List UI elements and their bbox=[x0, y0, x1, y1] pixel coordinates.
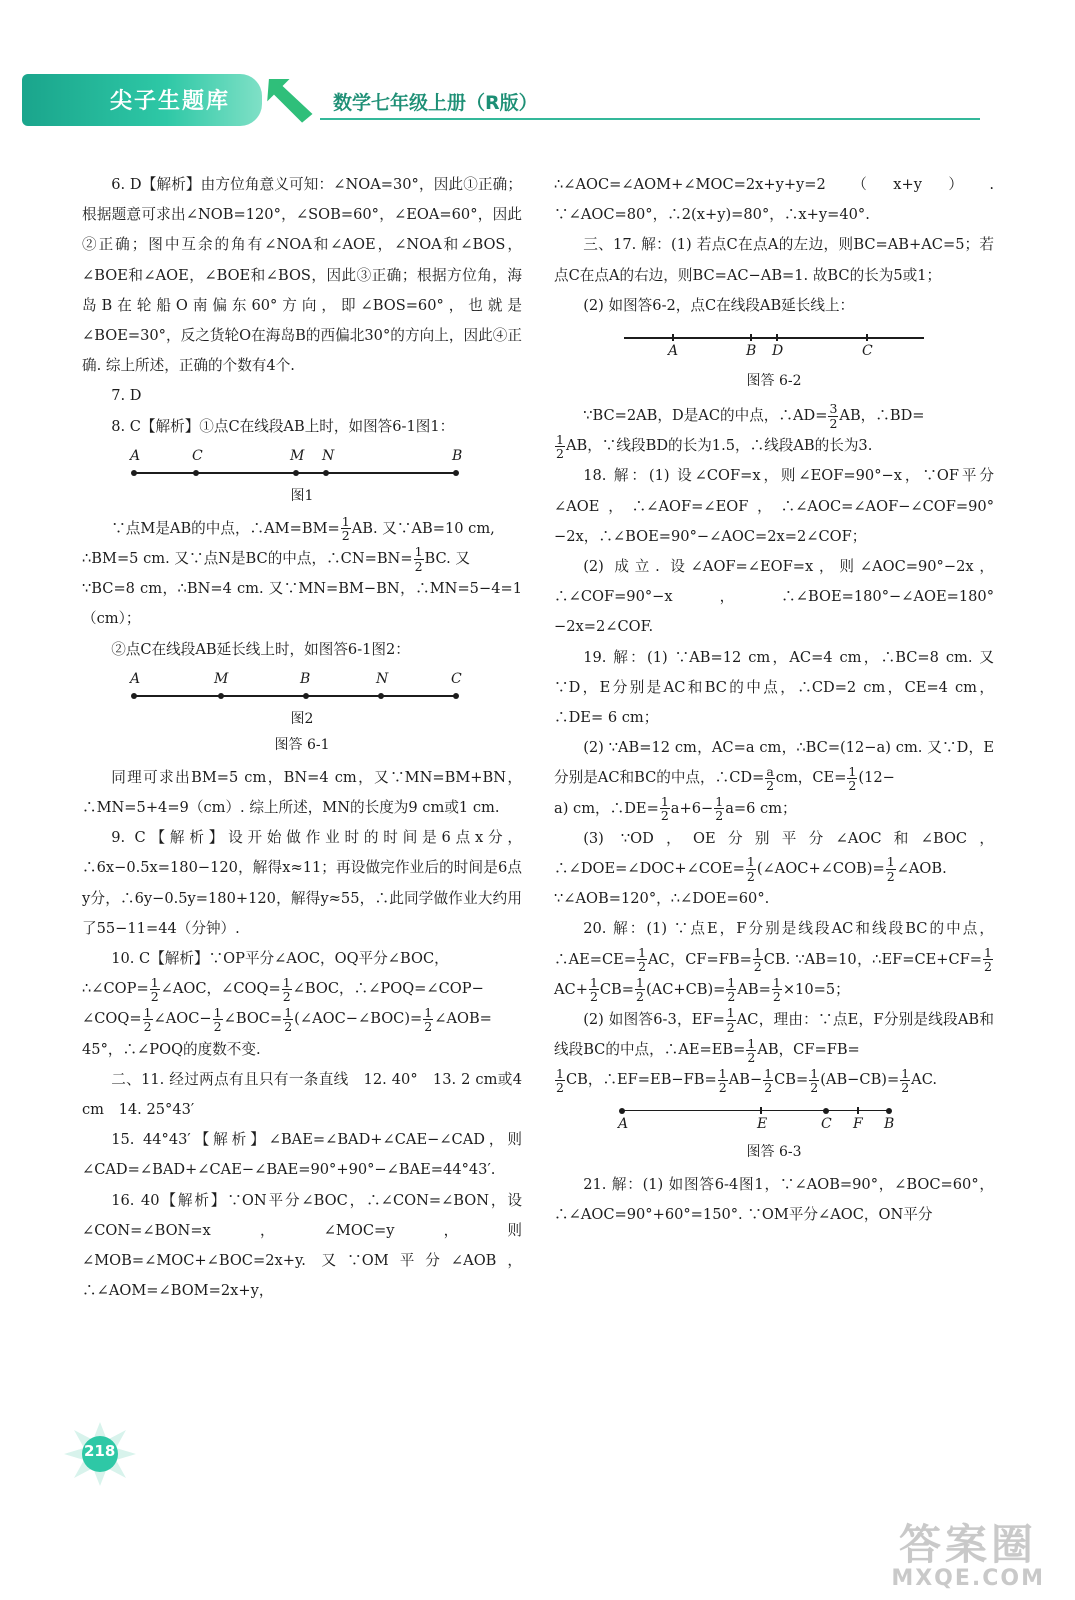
fraction: $\frac{1}{2}$ bbox=[984, 945, 992, 975]
answer-18-2: (2) 成立. 设∠AOF=∠EOF=x，则∠AOC=90°−2x，∴∠COF=90°−x，∴∠BOE=180°−∠AOE=180°−2x=2∠COF. bbox=[554, 558, 994, 636]
fraction: $\frac{1}{2}$ bbox=[660, 794, 669, 824]
text: ∠AOB= bbox=[434, 1010, 492, 1028]
fraction: $\frac{1}{2}$ bbox=[150, 974, 159, 1004]
text: (2) 如图答6-3，EF= bbox=[583, 1011, 725, 1029]
text: BC. 又 bbox=[424, 550, 471, 568]
left-column bbox=[82, 170, 522, 1307]
label-b: B bbox=[300, 670, 311, 687]
text: ∠COQ= bbox=[82, 1010, 142, 1028]
point-a bbox=[131, 693, 137, 699]
answer-20-2-cont bbox=[554, 1065, 994, 1095]
answer-8-line-2 bbox=[82, 544, 522, 574]
page-number: 218 bbox=[84, 1442, 116, 1460]
figure-6-3 bbox=[554, 1100, 994, 1168]
label-a: A bbox=[668, 343, 679, 360]
fraction: $\frac{1}{2}$ bbox=[727, 975, 736, 1005]
fraction: $\frac{1}{2}$ bbox=[848, 763, 857, 793]
point-c bbox=[823, 1108, 829, 1114]
fraction: $\frac{1}{2}$ bbox=[213, 1004, 222, 1034]
fraction: $\frac{1}{2}$ bbox=[726, 1005, 735, 1035]
label-a: A bbox=[130, 670, 141, 687]
point-b bbox=[303, 693, 309, 699]
point-n bbox=[323, 470, 329, 476]
text: ∠BOC，∴∠POQ=∠COP− bbox=[292, 980, 484, 998]
point-a bbox=[131, 470, 137, 476]
label-a: A bbox=[618, 1115, 629, 1132]
text: AB，∴BD= bbox=[839, 407, 925, 425]
fraction: $\frac{1}{2}$ bbox=[341, 514, 350, 544]
label-n: N bbox=[322, 447, 335, 464]
label-f: F bbox=[853, 1115, 863, 1132]
point-b bbox=[453, 470, 459, 476]
text: (2) ∵AB=12 cm，AC=a cm，∴BC=(12−a) cm. 又∵D，E分别是AC和BC的中点，∴CD= bbox=[554, 739, 994, 787]
label-c: C bbox=[451, 670, 462, 687]
text: CB. ∵AB=10，∴EF=CE+CF= bbox=[763, 950, 983, 968]
fraction: $\frac{1}{2}$ bbox=[556, 431, 564, 461]
right-column bbox=[554, 170, 994, 1230]
label-e: E bbox=[757, 1115, 768, 1132]
fraction: $\frac{1}{2}$ bbox=[753, 945, 762, 975]
fraction: $\frac{1}{2}$ bbox=[886, 854, 895, 884]
figure-caption: 图2 bbox=[290, 710, 314, 727]
point-f bbox=[857, 1107, 859, 1114]
point-c bbox=[193, 470, 199, 476]
text: (AC+CB)= bbox=[645, 980, 726, 998]
book-title: 数学七年级上册（R版） bbox=[333, 92, 538, 114]
fraction: $\frac{1}{2}$ bbox=[810, 1065, 819, 1095]
fraction: $\frac{1}{2}$ bbox=[424, 1004, 433, 1034]
answer-8-case-2: ②点C在线段AB延长线上时，如图答6-1图2： bbox=[111, 640, 410, 658]
answer-20-1 bbox=[554, 914, 994, 1005]
answer-19-2 bbox=[554, 733, 994, 793]
text: ∠BOC= bbox=[223, 1010, 283, 1028]
point-c bbox=[866, 334, 868, 341]
text: AC，理由：∵点E，F分别是线段AB和线段BC的中点，∴AE=EB= bbox=[554, 1011, 994, 1059]
segment bbox=[622, 1110, 890, 1112]
fraction: $\frac{1}{2}$ bbox=[718, 1065, 727, 1095]
answer-8-line-1 bbox=[82, 514, 522, 544]
point-d bbox=[776, 334, 778, 341]
text: (3) ∵OD，OE分别平分∠AOC和∠BOC，∴∠DOE=∠DOC+∠COE= bbox=[554, 829, 994, 878]
fraction: $\frac{1}{2}$ bbox=[772, 975, 781, 1005]
answer-11-14: 二、11. 经过两点有且只有一条直线 12. 40° 13. 2 cm或4 cm 14. 25°43′ bbox=[82, 1070, 522, 1119]
text: ∠AOC− bbox=[153, 1010, 212, 1028]
answer-8-conclusion: 同理可求出BM=5 cm，BN=4 cm，又∵MN=BM+BN，∴MN=5+4=9（cm）. 综上所述，MN的长度为9 cm或1 cm. bbox=[82, 768, 522, 817]
text: cm，CE= bbox=[775, 769, 847, 787]
answer-17-2-line-1 bbox=[554, 401, 994, 431]
answer-19-1: 19. 解：(1) ∵AB=12 cm，AC=4 cm，∴BC=8 cm. 又∵D，E分别是AC和BC的中点，∴CD=2 cm，CE=4 cm，∴DE= 6 cm； bbox=[554, 648, 994, 727]
fraction: $\frac{a}{2}$ bbox=[766, 763, 775, 793]
label-c: C bbox=[862, 343, 873, 360]
text: ∠AOC，∠COQ= bbox=[160, 980, 281, 998]
answer-9: 9. C【解析】设开始做作业时的时间是6点x分，∴6x−0.5x=180−120，解得x≈11；再设做完作业后的时间是6点y分，∴6y−0.5y=180+120，解得y≈55，∴此同学做作业大约用了55−11=44（分钟）. bbox=[82, 829, 522, 937]
fraction: $\frac{1}{2}$ bbox=[589, 975, 598, 1005]
text: a) cm，∴DE= bbox=[554, 799, 659, 817]
point-a bbox=[619, 1108, 625, 1114]
text: a=6 cm； bbox=[725, 799, 797, 817]
figure-caption: 图1 bbox=[290, 487, 314, 504]
label-c: C bbox=[821, 1115, 832, 1132]
text: AB，CF=FB= bbox=[757, 1041, 860, 1059]
fraction: $\frac{1}{2}$ bbox=[636, 975, 644, 1005]
answer-6: 6. D【解析】由方位角意义可知：∠NOA=30°，因此①正确；根据题意可求出∠NOB=120°，∠SOB=60°，∠EOA=60°，因此②正确；图中互余的角有∠NOA和∠AOE，∠NOA和∠BOS，∠BOE和∠AOE，∠BOE和∠BOS，因此③正确；根据方位角，海岛B在轮船O南偏东60°方向，即∠BOS=60°，也就是∠BOE=30°，反之货轮O在海岛B的西偏北30°的方向上，因此④正确. 综上所述，正确的个数有4个. bbox=[82, 176, 522, 375]
label-a: A bbox=[130, 447, 141, 464]
label-b: B bbox=[452, 447, 463, 464]
answer-16: 16. 40【解析】∵ON平分∠BOC，∴∠CON=∠BON，设∠CON=∠BON=x，∠MOC=y，则∠MOB=∠MOC+∠BOC=2x+y. 又∵OM平分∠AOB，∴∠AOM=∠BOM=2x+y， bbox=[82, 1191, 522, 1300]
text: ∴∠COP= bbox=[82, 980, 149, 998]
point-e bbox=[760, 1107, 762, 1114]
text: (∠AOC+∠COB)= bbox=[756, 860, 885, 878]
fraction: $\frac{1}{2}$ bbox=[764, 1065, 773, 1095]
figure-caption: 图答 6-2 bbox=[746, 373, 802, 390]
text: ∵点M是AB的中点，∴AM=BM= bbox=[111, 519, 340, 537]
answer-17-2: (2) 如图答6-2，点C在线段AB延长线上： bbox=[583, 296, 855, 314]
label-m: M bbox=[214, 670, 229, 687]
fraction: $\frac{1}{2}$ bbox=[282, 974, 291, 1004]
figure-caption: 图答 6-1 bbox=[274, 736, 330, 753]
text: CB，∴EF=EB−FB= bbox=[565, 1071, 717, 1089]
label-m: M bbox=[290, 447, 305, 464]
text: (∠AOC−∠BOC)= bbox=[294, 1010, 423, 1028]
line bbox=[624, 337, 924, 339]
fraction: $\frac{1}{2}$ bbox=[746, 854, 755, 884]
answer-15: 15. 44°43′【解析】∠BAE=∠BAD+∠CAE−∠CAD，则∠CAD=∠BAD+∠CAE−∠BAE=90°+90°−∠BAE=44°43′. bbox=[82, 1131, 522, 1179]
point-a bbox=[672, 334, 674, 341]
answer-10-line-4: 45°，∴∠POQ的度数不变. bbox=[82, 1040, 261, 1058]
figure-6-1-1 bbox=[82, 446, 522, 512]
header-divider bbox=[320, 118, 980, 120]
text: AB− bbox=[728, 1071, 763, 1089]
answer-10-line-2 bbox=[82, 974, 522, 1004]
answer-17-2-line-2 bbox=[554, 431, 994, 461]
answer-8: 8. C【解析】①点C在线段AB上时，如图答6-1图1： bbox=[111, 417, 455, 435]
text: CB= bbox=[774, 1071, 809, 1089]
arrow-icon bbox=[262, 74, 324, 126]
text: AC，CF=FB= bbox=[648, 950, 752, 968]
text: AB. 又∵AB=10 cm, bbox=[351, 519, 495, 537]
figure-caption: 图答 6-3 bbox=[746, 1143, 802, 1160]
point-b bbox=[886, 1108, 892, 1114]
fraction: $\frac{1}{2}$ bbox=[284, 1004, 293, 1034]
text: 20. 解：(1) ∵点E，F分别是线段AC和线段BC的中点，∴AE=CE= bbox=[554, 920, 994, 968]
fraction: $\frac{1}{2}$ bbox=[556, 1065, 564, 1095]
fraction: $\frac{1}{2}$ bbox=[747, 1035, 756, 1065]
answer-20-2 bbox=[554, 1005, 994, 1065]
fraction: $\frac{1}{2}$ bbox=[901, 1065, 910, 1095]
fraction: $\frac{1}{2}$ bbox=[638, 945, 647, 975]
text: AC. bbox=[911, 1071, 937, 1089]
label-d: D bbox=[772, 343, 784, 360]
point-b bbox=[750, 334, 752, 341]
text: AB，∵线段BD的长为1.5，∴线段AB的长为3. bbox=[565, 437, 873, 455]
label-n: N bbox=[376, 670, 389, 687]
answer-7: 7. D bbox=[111, 387, 142, 405]
figure-6-2 bbox=[554, 325, 994, 399]
series-name: 尖子生题库 bbox=[110, 89, 231, 114]
text: ∵BC=2AB，D是AC的中点，∴AD= bbox=[583, 407, 828, 425]
answer-16-cont: ∴∠AOC=∠AOM+∠MOC=2x+y+y=2（x+y）. ∵∠AOC=80°，∴2(x+y)=80°，∴x+y=40°. bbox=[554, 176, 994, 224]
fraction: $\frac{1}{2}$ bbox=[143, 1004, 152, 1034]
text: ×10=5； bbox=[782, 980, 850, 998]
point-m bbox=[218, 693, 224, 699]
text: AC+ bbox=[554, 980, 588, 998]
segment bbox=[134, 695, 456, 697]
label-c: C bbox=[192, 447, 203, 464]
text: CB= bbox=[599, 980, 635, 998]
point-m bbox=[293, 470, 299, 476]
watermark-url: MXQE.COM bbox=[891, 1566, 1045, 1591]
text: ∠AOB. ∵∠AOB=120°，∴∠DOE=60°. bbox=[554, 860, 947, 908]
watermark-logo: 答案圈 bbox=[898, 1520, 1037, 1569]
answer-19-3 bbox=[554, 824, 994, 915]
point-c bbox=[453, 693, 459, 699]
label-b: B bbox=[884, 1115, 895, 1132]
answer-10-line-3 bbox=[82, 1004, 522, 1034]
text: ∴BM=5 cm. 又∵点N是BC的中点，∴CN=BN= bbox=[82, 550, 413, 568]
text: AB= bbox=[737, 980, 771, 998]
answer-8-line-3: ∵BC=8 cm，∴BN=4 cm. 又∵MN=BM−BN，∴MN=5−4=1（cm）； bbox=[82, 580, 522, 628]
fraction: $\frac{1}{2}$ bbox=[715, 794, 724, 824]
answer-21: 21. 解：(1) 如图答6-4图1，∵∠AOB=90°，∠BOC=60°，∴∠AOC=90°+60°=150°. ∵OM平分∠AOC，ON平分 bbox=[554, 1175, 994, 1223]
text: (AB−CB)= bbox=[820, 1071, 900, 1089]
point-n bbox=[378, 693, 384, 699]
figure-6-1-2 bbox=[82, 669, 522, 761]
answer-18-1: 18. 解：(1) 设∠COF=x，则∠EOF=90°−x，∵OF平分∠AOE，∴∠AOF=∠EOF，∴∠AOC=∠AOF−∠COF=90°−2x，∴∠BOE=90°−∠AOC=2x=2∠COF； bbox=[554, 467, 994, 545]
fraction: $\frac{3}{2}$ bbox=[829, 401, 838, 431]
text: a+6− bbox=[670, 799, 714, 817]
fraction: $\frac{1}{2}$ bbox=[414, 544, 423, 574]
answer-10: 10. C【解析】∵OP平分∠AOC，OQ平分∠BOC， bbox=[111, 950, 449, 968]
text: (12− bbox=[858, 769, 895, 787]
answer-19-2-cont bbox=[554, 794, 994, 824]
label-b: B bbox=[746, 343, 757, 360]
answer-17-1: 三、17. 解：(1) 若点C在点A的左边，则BC=AB+AC=5；若点C在点A的右边，则BC=AC−AB=1. 故BC的长为5或1； bbox=[554, 236, 994, 284]
